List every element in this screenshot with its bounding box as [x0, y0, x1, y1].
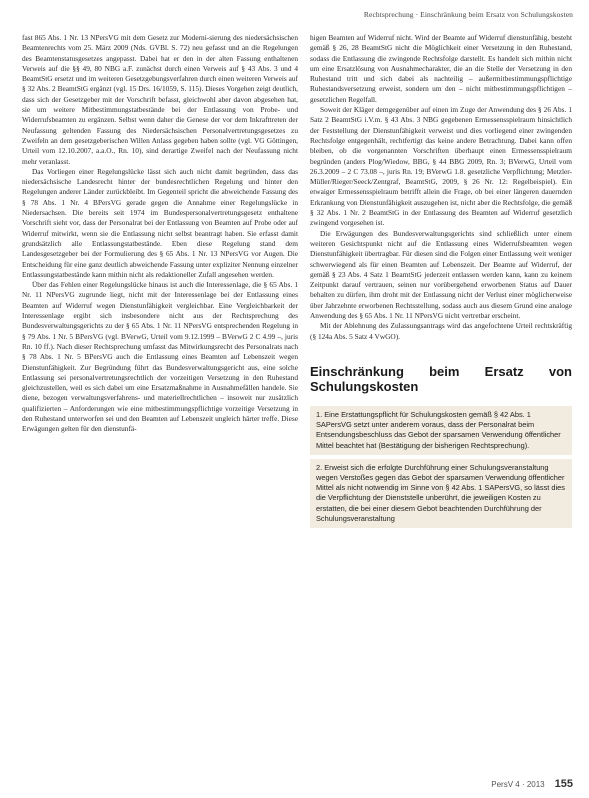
paragraph: Das Vorliegen einer Regelungslücke lässt sich auch nicht damit begründen, dass das niedersächsische Landesrecht hinter der bundesrechtlichen Regelung und hinter den Regelungen anderer Länder zurückbleibt. Im Gegenteil spricht die abweichende Fassung des § 78 Abs. 1 Nr. 4 BPersVG gerade gegen die Annahme einer Regelungslücke in Niedersachsen. Die bereits seit 1974 im Bundespersonalvertretungsgesetz enthaltene Vorschrift sieht vor, dass der Personalrat bei der Entlassung von Beamten auf Probe oder auf Widerruf mitwirkt, wenn sie die Entlassung nicht selbst beantragt haben. Sie erfasst damit grundsätzlich alle Entlassungstatbestände. Eben diese Regelung stand dem Landesgesetzgeber bei der Formulierung des § 65 Abs. 1 Nr. 13 NPersVG vor Augen. Die Entscheidung für eine ganz deutlich abweichende Fassung unter expliziter Nennung einzelner Entlassungstatbestände kann mithin nicht als redaktioneller Zufall angesehen werden. — [22, 166, 298, 279]
page-footer — [491, 778, 573, 790]
issue-label: PersV 4 · 2013 — [491, 780, 545, 789]
paragraph: fast 865 Abs. 1 Nr. 13 NPersVG mit dem Gesetz zur Moderni-sierung des niedersächsischen Beamtenrechts vom 25. März 2009 (Nds. GVBl. S. 72) neu gefasst und an die Regelungen des Beamtenstatusgesetzes angepasst. Dabei hat er den in der alten Fassung enthaltenen Verweis auf die §§ 49, 80 NBG a.F. zunächst durch einen Verweis auf § 43 Abs. 3 und 4 BeamtStG ersetzt und im weiteren Gesetzgebungsverfahren durch einen weiteren Verweis auf § 32 Abs. 2 BeamtStG ergänzt (vgl. 15 Drs. 16/1059, S. 115). Dieses Vorgehen zeigt deutlich, dass sich der Gesetzgeber mit der Vorschrift befasst, gleichwohl aber davon abgesehen hat, sie um weitere Mitbestimmungstatbestände bei der Entlassung von Probe- und Widerrufsbeamten zu ergänzen. Selbst wenn daher die Genese der vor dem Inkrafttreten der Neufassung geltenden Fassung des Niedersächsischen Personalvertretungsgesetzes zu Zweifeln an dem gesetzgeberischen Willen Anlass gegeben haben sollte (vgl. VG Göttingen, Urteil vom 12.10.2007, a.a.O., Rn. 10), sind derartige Zweifel nach der Neufassung nicht mehr veranlasst. — [22, 33, 298, 166]
headnote-box: 2. Erweist sich die erfolgte Durchführung einer Schulungsveranstaltung wegen Verstoßes gegen das Gebot der sparsamen Verwendung öffentlicher Mittel als nicht notwendig im Sinne von § 42 Abs. 1 SAPersVG, so lässt dies die Verpflichtung der Dienststelle unberührt, die jeweiligen Kosten zu erstatten, die bei einer diesem Gebot beachtenden Durchführung der Schulungsveranstaltung — [310, 459, 572, 528]
running-head: Rechtsprechung · Einschränkung beim Ersatz von Schulungskosten — [363, 10, 573, 19]
section-heading: Einschränkung beim Ersatz von Schulungskosten — [310, 363, 572, 394]
right-column — [310, 33, 572, 528]
paragraph: Soweit der Kläger demgegenüber auf einen im Zuge der Anwendung des § 26 Abs. 1 Satz 2 BeamtStG i.V.m. § 43 Abs. 3 NBG gegebenen Ermessensspielraum hinsichtlich der Feststellung der Dienstunfähigkeit verweist und dies vorliegend einer zwingenden Rechtsfolge entgegenhält, rechtfertigt das keine andere Betrachtung. Dabei kann offen bleiben, ob die vorgenannten Vorschriften überhaupt einen Ermessensspielraum begründen (anders Plog/Wiedow, BBG, § 44 BBG 2009, Rn. 3; BVerwG, Urteil vom 26.3.2009 – 2 C 73.08 –, juris Rn. 19; BVerwG 1.8. gesetzliche Verpflichtung; Metzler-Müller/Rieger/Seeck/Zentgraf, BeamtStG, 2009, § 26 Nr. 12: Regelbeispiel). Ein etwaiger Ermessensspielraum betrifft allein die Frage, ob bei einer längeren dauernden Erkrankung von Dienstunfähigkeit auszugehen ist, nicht aber die Rechtsfolge, die gemäß § 32 Abs. 1 Nr. 2 BeamtStG in der Entlassung des Beamten auf Widerruf gesetzlich zwingend vorgesehen ist. — [310, 105, 572, 228]
paragraph: Mit der Ablehnung des Zulassungsantrags wird das angefochtene Urteil rechtskräftig (§ 124a Abs. 5 Satz 4 VwGO). — [310, 321, 572, 341]
paragraph: Die Erwägungen des Bundesverwaltungsgerichts sind schließlich unter einem weiteren Gesichtspunkt nicht auf die Entlassung eines Widerrufsbeamten wegen Dienstunfähigkeit übertragbar. Für diesen sind die Folgen einer Entlassung weit weniger schwerwiegend als für einen Beamten auf Lebenszeit. Der Beamte auf Widerruf, der gemäß § 23 Abs. 4 Satz 1 BeamtStG jederzeit entlassen werden kann, kann zu keinem Zeitpunkt darauf vertrauen, seinen nur vorübergehend erworbenen Status auf Dauer behalten zu dürfen, ihm droht mit der Entlassung nicht der Verlust einer möglicherweise über Jahrzehnte erworbenen Rechtsstellung, sodass auch aus diesem Grund eine analoge Anwendung des § 65 Abs. 1 Nr. 11 NPersVG nicht vertretbar erscheint. — [310, 228, 572, 321]
left-column — [22, 33, 298, 435]
page-number: 155 — [554, 778, 573, 790]
headnote-box: 1. Eine Erstattungspflicht für Schulungskosten gemäß § 42 Abs. 1 SAPersVG setzt unter anderem voraus, dass der Personalrat beim Entsendungsbeschluss das Gebot der sparsamen Verwendung öffentlicher Mittel beachtet hat (Bestätigung der bisherigen Rechtsprechung). — [310, 406, 572, 455]
paragraph: higen Beamten auf Widerruf nicht. Wird der Beamte auf Widerruf dienstunfähig, besteht gemäß § 26, 28 BeamtStG nicht die Möglichkeit einer Versetzung in den Ruhestand, sodass die Entlassung die zwingende Rechtsfolge darstellt. Es handelt sich mithin nicht um eine Ersatzlösung von Ausnahmecharakter, die an die Stelle der Versetzung in den Ruhestand tritt und sich dabei als nachteilig – außermitbestimmungspflichtige Ruhestandsversetzung erweist, sondern um den – nicht mitbestimmungspflichtigen – gesetzlichen Regelfall. — [310, 33, 572, 104]
paragraph: Über das Fehlen einer Regelungslücke hinaus ist auch die Interessenlage, die § 65 Abs. 1 Nr. 11 NPersVG zugrunde liegt, nicht mit der Interessenlage bei der Entlassung eines Beamten auf Widerruf wegen Dienstunfähigkeit vergleichbar. Eine Vergleichbarkeit der Interessenlage ergibt sich insbesondere nicht aus der Rechtsprechung des Bundesverwaltungsgerichts zu der § 65 Abs. 1 Nr. 11 NPersVG entsprechenden Regelung in § 79 Abs. 1 Nr. 5 BPersVG (vgl. BVerwG, Urteil vom 9.12.1999 – BVerwG 2 C 4.99 –, juris Rn. 10 ff.). Nach dieser Rechtsprechung umfasst das Mitwirkungsrecht des Personalrats nach § 78 Abs. 1 Nr. 5 BPersVG auch die Entlassung eines Beamten auf Lebenszeit wegen Dienstunfähigkeit. Zur Begründung führt das Bundesverwaltungsgericht aus, eine solche Entlassung sei personalvertretungsrechtlich der vorzeitigen Versetzung in den Ruhestand gleichzustellen, weil es sich dabei um eine Ersatzmaßnahme in Ausnahmefällen handele. Sie diene, bezogen verwaltungsverfahrens- und materiellrechtlichen – insoweit nur zusätzlich qualifizierten – Anforderungen wie eine mitbestimmungspflichtige vorzeitige Versetzung in den Ruhestand unterworfen sei und den Beamten auf Lebenszeit ungleich härter treffe. Diese Erwägungen gelten für den dienstunfä- — [22, 280, 298, 434]
